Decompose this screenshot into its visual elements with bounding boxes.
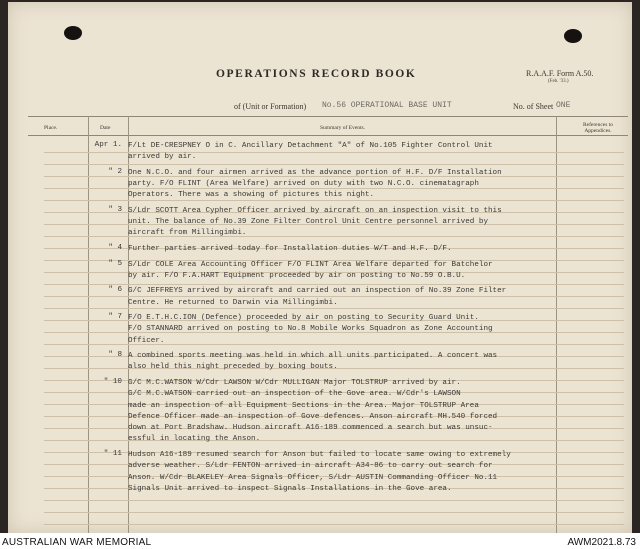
entry-text [128,260,493,283]
entry-line: adverse weather. S/Ldr FENTON arrived in aircraft A34-86 to carry out search for [128,462,493,471]
entry-date: " 5 [108,259,122,268]
punch-hole-left [64,26,82,40]
entry-text [128,141,493,164]
sheet-label: No. of Sheet [513,102,554,111]
entry-line: Centre. He returned to Darwin via Millingimbi. [128,298,338,307]
appendices-header: References to Appendices. [582,122,614,134]
entry-date: " 11 [103,450,122,458]
entry-text [128,168,502,202]
punch-hole-right [564,29,582,43]
entry-line: down at Port Bradshaw. Hudson aircraft A16-189 commenced a search but was unsuc- [128,424,493,433]
entry-date: " 10 [103,378,122,386]
entry-text [128,313,493,347]
entry-line: aircraft from Millingimbi. [128,229,247,238]
date-header: Date [100,125,111,131]
entry-line: Further parties arrived today for Installation duties W/T and H.F. D/F. [128,245,452,253]
entry-line: essful in locating the Anson. [128,435,261,444]
entry-line: Defence Officer made an inspection of Gove defences. Anson aircraft MH.540 forced [128,412,498,421]
entry-date: " 6 [108,286,122,295]
entry-text [128,351,497,374]
summary-column-divider [556,116,557,533]
entry-line: Operators. There was a showing of pictures this night. [128,191,375,200]
entry-text [128,450,511,495]
source-credit: AUSTRALIAN WAR MEMORIAL [2,537,152,548]
summary-header: Summary of Events. [320,125,366,131]
entry-line: Hudson A16-189 resumed search for Anson but failed to locate same owing to extremely [128,451,511,459]
sheet-value: ONE [556,101,571,110]
entry-text [128,206,502,240]
entry-date: " 3 [108,205,122,214]
header-bottom-border [28,135,628,136]
entry-line: arrived by air. [128,153,197,162]
form-number: R.A.A.F. Form A.50. [526,69,594,78]
entry-line: also held this night preceded by boxing bouts. [128,363,338,372]
place-header: Place. [44,125,58,131]
entry-date: " 7 [108,313,122,322]
form-title: OPERATIONS RECORD BOOK [216,68,417,80]
form-date: (Feb. '33.) [548,79,569,84]
entry-line: made an inspection of all Equipment Sections in the Area. Major TOLSTRUP Area [128,401,479,410]
entry-line: G/C M.C.WATSON W/Cdr LAWSON W/Cdr MULLIGAN Major TOLSTRUP arrived by air. [128,379,461,387]
entry-line: A combined sports meeting was held in which all units participated. A concert was [128,352,498,361]
entry-date: " 2 [108,167,122,176]
entry-line: unit. The balance of No.39 Zone Filter Control Unit Centre personnel arrived by [128,218,489,227]
entry-date: " 8 [108,351,122,360]
entry-line: by air. F/O F.A.HART Equipment proceeded by air on posting to No.59 O.B.U. [128,271,466,280]
entry-line: party. F/O FLINT (Area Welfare) arrived on duty with two N.C.O. cinematagraph [128,180,479,189]
entry-line: F/Lt DE-CRESPNEY O in C. Ancillary Detachment "A" of No.105 Fighter Control Unit [128,142,493,150]
catalogue-reference: AWM2021.8.73 [567,537,636,548]
entry-line: G/C M.C.WATSON carried out an inspection of the Gove area. W/Cdr's LAWSON [128,390,461,399]
entry-line: F/O STANNARD arrived on posting to No.8 Mobile Works Squadron as Zone Accounting [128,325,493,334]
entry-text [128,244,452,255]
entry-date: " 4 [108,244,122,252]
ruled-line [44,284,624,285]
entry-line: One N.C.O. and four airmen arrived as the advance portion of H.F. D/F Installation [128,168,502,177]
entry-line: S/Ldr SCOTT Area Cypher Officer arrived by aircraft on an inspection visit to this [128,206,502,215]
entry-line: F/O E.T.H.C.ION (Defence) proceeded by air on posting to Security Guard Unit. [128,314,479,323]
entry-text [128,378,497,446]
entry-line: Officer. [128,336,165,345]
entry-line: Anson. W/Cdr BLAKELEY Area Signals Officer, S/Ldr AUSTIN Commanding Officer No.11 [128,473,498,482]
place-column-divider [88,116,89,533]
ruled-line [44,500,624,501]
entry-date: Apr 1. [94,141,122,149]
entry-line: Signals Unit arrived to inspect Signals Installations in the Gove area. [128,484,452,493]
ruled-line [44,512,624,513]
ruled-line [44,524,624,525]
unit-label: of (Unit or Formation) [234,102,307,111]
table-top-border [28,116,628,117]
ruled-line [44,164,624,165]
entry-line: S/Ldr COLE Area Accounting Officer F/O FLINT Area Welfare departed for Batchelor [128,260,493,269]
unit-value: No.56 OPERATIONAL BASE UNIT [322,101,452,110]
entry-text [128,286,506,309]
entry-line: G/C JEFFREYS arrived by aircraft and carried out an inspection of No.39 Zone Filter [128,287,507,296]
record-sheet [8,2,632,533]
